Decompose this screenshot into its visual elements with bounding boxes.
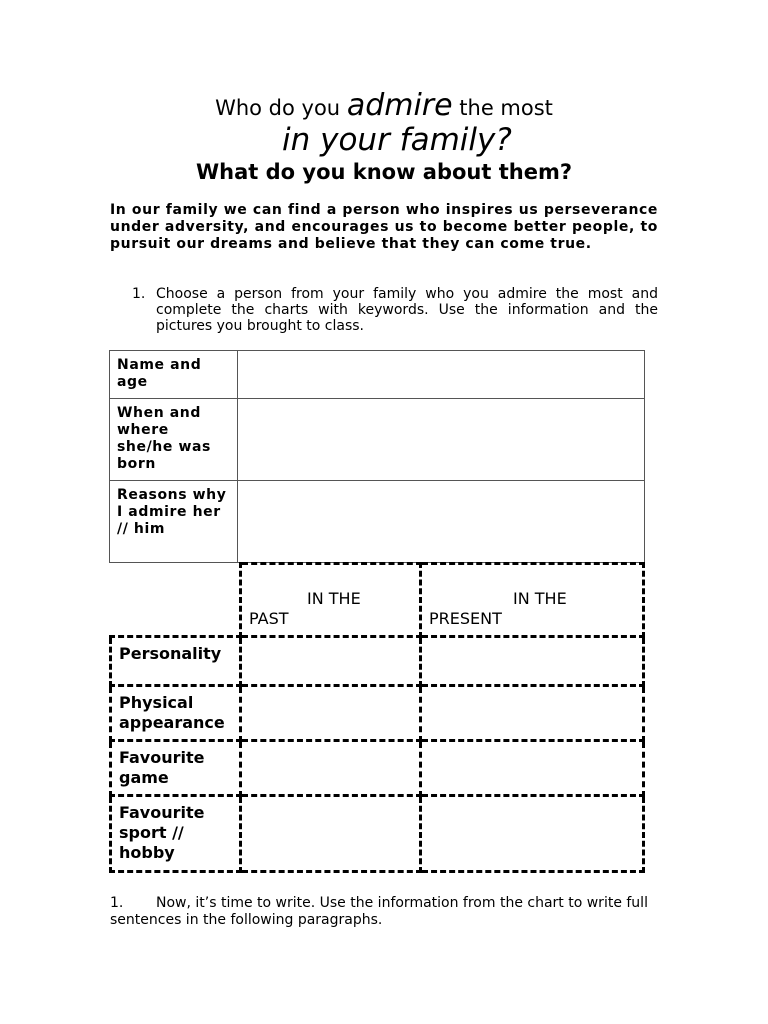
subtitle: What do you know about them? <box>195 160 573 184</box>
table-header-row <box>111 564 644 637</box>
title-emphasis: admire <box>346 88 453 123</box>
intro-paragraph: In our family we can find a person who inspires us perseverance under adversity, and encourages us to become better people, to pursuit our dreams and believe that they can come true. <box>110 202 658 252</box>
table-row <box>111 741 644 796</box>
table-row <box>111 637 644 686</box>
instruction <box>132 286 658 334</box>
table-row <box>111 796 644 872</box>
title-line-2: in your family? <box>282 122 512 158</box>
past-cell-personality[interactable] <box>241 637 421 686</box>
empty-corner-cell <box>111 564 241 637</box>
table-row <box>110 351 645 399</box>
instruction-number: 1. <box>132 286 146 302</box>
header-in-the-present <box>421 564 644 637</box>
title-text-after: the most <box>459 96 553 120</box>
row-label-favourite-sport: Favourite sport // hobby <box>111 796 241 872</box>
present-cell-favourite-game[interactable] <box>421 741 644 796</box>
answer-cell-name-age[interactable] <box>238 351 645 399</box>
row-label-reasons: Reasons why I admire her // him <box>110 481 238 563</box>
table-row <box>111 686 644 741</box>
table-row <box>110 481 645 563</box>
writing-instruction-text: Now, it’s time to write. Use the information from the chart to write full sentences in the following paragraphs. <box>110 895 648 928</box>
header-past-line-1: IN THE <box>307 589 361 608</box>
present-cell-favourite-sport[interactable] <box>421 796 644 872</box>
row-label-name-age: Name and age <box>110 351 238 399</box>
past-cell-physical-appearance[interactable] <box>241 686 421 741</box>
present-cell-physical-appearance[interactable] <box>421 686 644 741</box>
present-cell-personality[interactable] <box>421 637 644 686</box>
instruction-text: Choose a person from your family who you admire the most and complete the charts with keywords. Use the information and the pictures you brought to class. <box>156 286 658 334</box>
past-cell-favourite-game[interactable] <box>241 741 421 796</box>
row-label-birth: When and where she/he was born <box>110 399 238 481</box>
writing-instruction-number: 1. <box>110 895 124 911</box>
writing-instruction <box>110 895 658 929</box>
profile-table <box>109 350 645 563</box>
header-present-line-1: IN THE <box>513 589 567 608</box>
table-row <box>110 399 645 481</box>
past-present-table <box>109 562 645 873</box>
answer-cell-birth[interactable] <box>238 399 645 481</box>
title-text-before: Who do you <box>215 96 341 120</box>
header-in-the-past <box>241 564 421 637</box>
row-label-physical-appearance: Physical appearance <box>111 686 241 741</box>
row-label-personality: Personality <box>111 637 241 686</box>
header-present-line-2: PRESENT <box>429 609 502 628</box>
past-cell-favourite-sport[interactable] <box>241 796 421 872</box>
title-line-1 <box>0 88 768 123</box>
answer-cell-reasons[interactable] <box>238 481 645 563</box>
row-label-favourite-game: Favourite game <box>111 741 241 796</box>
header-past-line-2: PAST <box>249 609 289 628</box>
